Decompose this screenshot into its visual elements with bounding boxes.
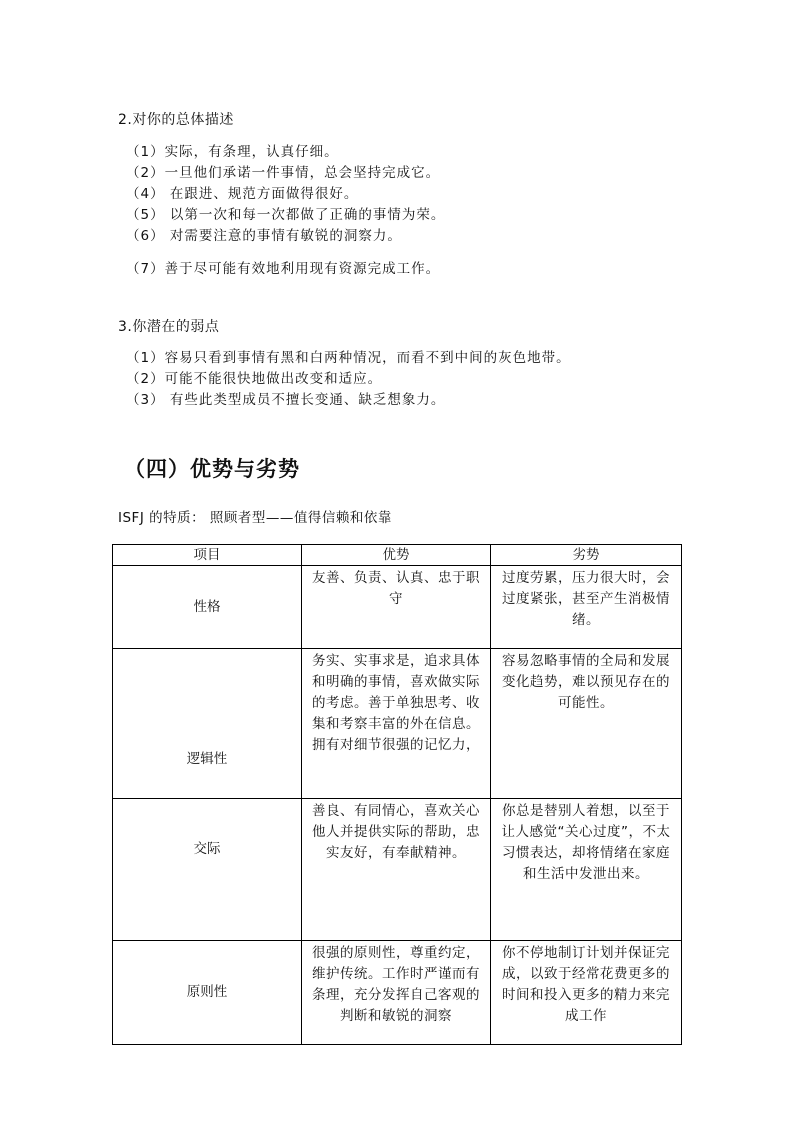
- strengths-weaknesses-table: [112, 544, 682, 1045]
- row-item-label: 逻辑性: [113, 649, 302, 799]
- row-strength: 友善、负责、认真、忠于职守: [302, 566, 491, 649]
- table-row: [113, 566, 682, 649]
- row-strength: 很强的原则性，尊重约定，维护传统。工作时严谨而有条理，充分发挥自己客观的判断和敏锐的洞察: [302, 941, 491, 1045]
- section3-item: （3） 有些此类型成员不擅长变通、缺乏想象力。: [126, 392, 446, 408]
- section2-item: （6） 对需要注意的事情有敏锐的洞察力。: [126, 228, 402, 244]
- row-weakness: 你总是替别人着想，以至于让人感觉“关心过度”，不太习惯表达，却将情绪在家庭和生活中发泄出来。: [491, 799, 682, 941]
- row-strength: 务实、实事求是，追求具体和明确的事情，喜欢做实际的考虑。善于单独思考、收集和考察丰富的外在信息。拥有对细节很强的记忆力，: [302, 649, 491, 799]
- table-row: [113, 799, 682, 941]
- section4-intro: ISFJ 的特质： 照顾者型——值得信赖和依靠: [118, 510, 392, 526]
- section2-item: （1）实际，有条理，认真仔细。: [126, 144, 339, 160]
- table-row: [113, 941, 682, 1045]
- section2-item: （5） 以第一次和每一次都做了正确的事情为荣。: [126, 207, 446, 223]
- row-weakness: 容易忽略事情的全局和发展变化趋势，难以预见存在的可能性。: [491, 649, 682, 799]
- row-weakness: 过度劳累，压力很大时，会过度紧张，甚至产生消极情绪。: [491, 566, 682, 649]
- section2-item: （4） 在跟进、规范方面做得很好。: [126, 186, 359, 202]
- row-strength: 善良、有同情心，喜欢关心他人并提供实际的帮助，忠实友好，有奉献精神。: [302, 799, 491, 941]
- row-weakness: 你不停地制订计划并保证完成，以致于经常花费更多的时间和投入更多的精力来完成工作: [491, 941, 682, 1045]
- section3-item: （1）容易只看到事情有黑和白两种情况，而看不到中间的灰色地带。: [126, 350, 571, 366]
- section3-item: （2）可能不能很快地做出改变和适应。: [126, 371, 383, 387]
- row-item-label: 交际: [113, 799, 302, 941]
- row-item-label: 性格: [113, 566, 302, 649]
- table-header-item: 项目: [113, 545, 302, 566]
- row-item-label: 原则性: [113, 941, 302, 1045]
- section2-item: （7）善于尽可能有效地利用现有资源完成工作。: [126, 261, 441, 277]
- table-header-weakness: 劣势: [491, 545, 682, 566]
- section2-heading: 2.对你的总体描述: [118, 112, 234, 128]
- table-header-row: [113, 545, 682, 566]
- table-row: [113, 649, 682, 799]
- section4-title: （四）优势与劣势: [124, 457, 300, 481]
- table-header-strength: 优势: [302, 545, 491, 566]
- section3-heading: 3.你潜在的弱点: [118, 319, 220, 335]
- section2-item: （2）一旦他们承诺一件事情，总会坚持完成它。: [126, 165, 441, 181]
